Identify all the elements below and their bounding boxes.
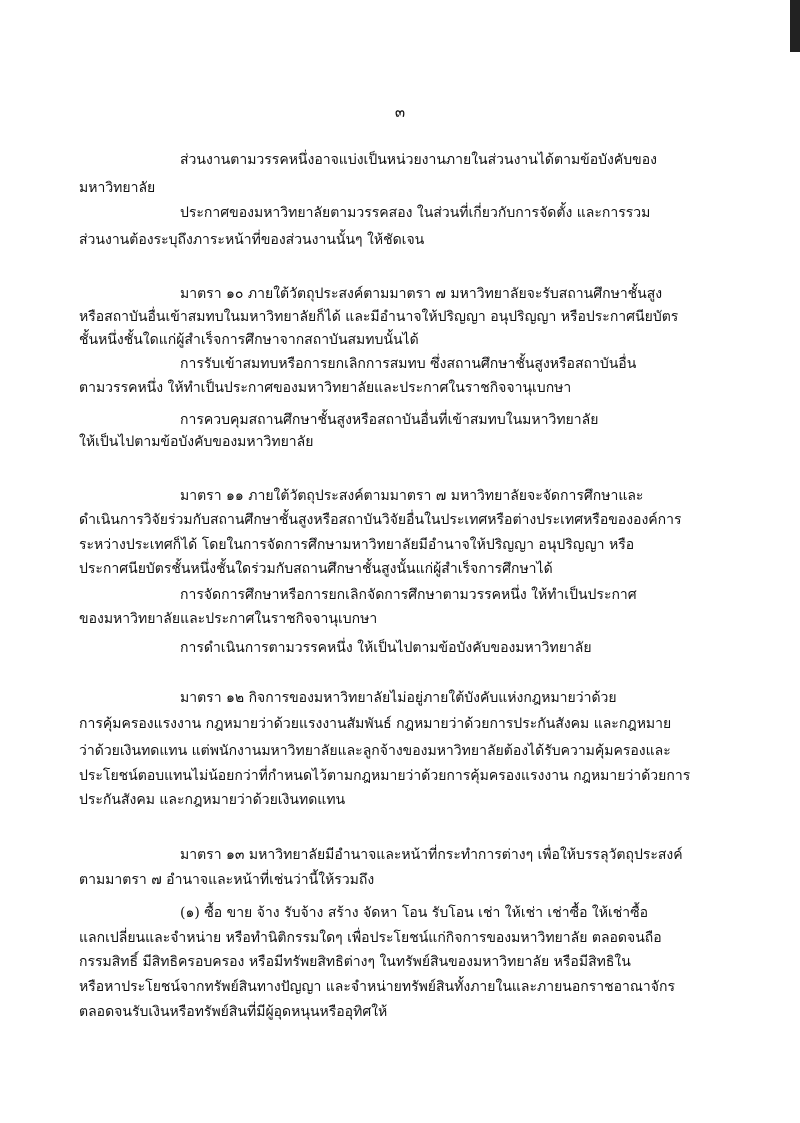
text-line: ตลอดจนรับเงินหรือทรัพย์สินที่มีผู้อุดหนุนหรืออุทิศให้ — [79, 1004, 388, 1020]
text-line: ตามมาตรา ๗ อำนาจและหน้าที่เช่นว่านี้ให้รวมถึง — [79, 872, 375, 888]
text-line: ส่วนงานต้องระบุถึงภาระหน้าที่ของส่วนงานนั้นๆ ให้ชัดเจน — [79, 232, 425, 248]
text-line: มาตรา ๑๑ ภายใต้วัตถุประสงค์ตามมาตรา ๗ มหาวิทยาลัยจะจัดการศึกษาและ — [180, 488, 644, 504]
text-line: ประกาศของมหาวิทยาลัยตามวรรคสอง ในส่วนที่เกี่ยวกับการจัดตั้ง และการรวม — [180, 205, 651, 221]
page-number: ๓ — [394, 103, 406, 121]
text-line: แลกเปลี่ยนและจำหน่าย หรือทำนิติกรรมใดๆ เพื่อประโยชน์แก่กิจการของมหาวิทยาลัย ตลอดจนถือ — [79, 930, 662, 946]
text-line: การคุ้มครองแรงงาน กฎหมายว่าด้วยแรงงานสัมพันธ์ กฎหมายว่าด้วยการประกันสังคม และกฎหมาย — [79, 716, 672, 732]
text-line: ส่วนงานตามวรรคหนึ่งอาจแบ่งเป็นหน่วยงานภายในส่วนงานได้ตามข้อบังคับของ — [180, 152, 657, 168]
text-line: ประกาศนียบัตรชั้นหนึ่งชั้นใดร่วมกับสถานศึกษาชั้นสูงนั้นแก่ผู้สำเร็จการศึกษาได้ — [79, 561, 553, 577]
text-line: ประกันสังคม และกฎหมายว่าด้วยเงินทดแทน — [79, 792, 346, 808]
text-line: มหาวิทยาลัย — [79, 180, 156, 196]
text-line: มาตรา ๑๐ ภายใต้วัตถุประสงค์ตามมาตรา ๗ มหาวิทยาลัยจะรับสถานศึกษาชั้นสูง — [180, 286, 663, 302]
text-line: ว่าด้วยเงินทดแทน แต่พนักงานมหาวิทยาลัยและลูกจ้างของมหาวิทยาลัยต้องได้รับความคุ้มครองและ — [79, 743, 671, 759]
text-line: ให้เป็นไปตามข้อบังคับของมหาวิทยาลัย — [79, 434, 314, 450]
text-line: ประโยชน์ตอบแทนไม่น้อยกว่าที่กำหนดไว้ตามกฎหมายว่าด้วยการคุ้มครองแรงงาน กฎหมายว่าด้วยการ — [79, 768, 691, 784]
text-line: การควบคุมสถานศึกษาชั้นสูงหรือสถาบันอื่นที่เข้าสมทบในมหาวิทยาลัย — [180, 412, 599, 428]
text-line: การรับเข้าสมทบหรือการยกเลิกการสมทบ ซึ่งสถานศึกษาชั้นสูงหรือสถาบันอื่น — [180, 356, 637, 372]
text-line: (๑) ซื้อ ขาย จ้าง รับจ้าง สร้าง จัดหา โอน รับโอน เช่า ให้เช่า เช่าซื้อ ให้เช่าซื้อ — [180, 905, 649, 921]
text-line: มาตรา ๑๓ มหาวิทยาลัยมีอำนาจและหน้าที่กระทำการต่างๆ เพื่อให้บรรลุวัตถุประสงค์ — [180, 847, 683, 863]
text-line: หรือหาประโยชน์จากทรัพย์สินทางปัญญา และจำหน่ายทรัพย์สินทั้งภายในและภายนอกราชอาณาจักร — [79, 979, 675, 995]
text-line: มาตรา ๑๒ กิจการของมหาวิทยาลัยไม่อยู่ภายใต้บังคับแห่งกฎหมายว่าด้วย — [180, 690, 617, 706]
text-line: ของมหาวิทยาลัยและประกาศในราชกิจจานุเบกษา — [79, 611, 378, 627]
text-line: ระหว่างประเทศก็ได้ โดยในการจัดการศึกษามหาวิทยาลัยมีอำนาจให้ปริญญา อนุปริญญา หรือ — [79, 537, 635, 553]
text-line: ชั้นหนึ่งชั้นใดแก่ผู้สำเร็จการศึกษาจากสถาบันสมทบนั้นได้ — [79, 332, 419, 348]
text-line: การดำเนินการตามวรรคหนึ่ง ให้เป็นไปตามข้อบังคับของมหาวิทยาลัย — [180, 640, 592, 656]
text-line: ตามวรรคหนึ่ง ให้ทำเป็นประกาศของมหาวิทยาลัยและประกาศในราชกิจจานุเบกษา — [79, 380, 572, 396]
text-line: ดำเนินการวิจัยร่วมกับสถานศึกษาชั้นสูงหรือสถาบันวิจัยอื่นในประเทศหรือต่างประเทศหรือขององค์การ — [79, 512, 682, 528]
scan-corner-mark — [790, 0, 800, 52]
text-line: กรรมสิทธิ์ มีสิทธิครอบครอง หรือมีทรัพยสิทธิต่างๆ ในทรัพย์สินของมหาวิทยาลัย หรือมีสิทธิใน — [79, 954, 631, 970]
text-line: หรือสถาบันอื่นเข้าสมทบในมหาวิทยาลัยก็ได้ และมีอำนาจให้ปริญญา อนุปริญญา หรือประกาศนียบัตร — [79, 309, 679, 325]
text-line: การจัดการศึกษาหรือการยกเลิกจัดการศึกษาตามวรรคหนึ่ง ให้ทำเป็นประกาศ — [180, 587, 637, 603]
